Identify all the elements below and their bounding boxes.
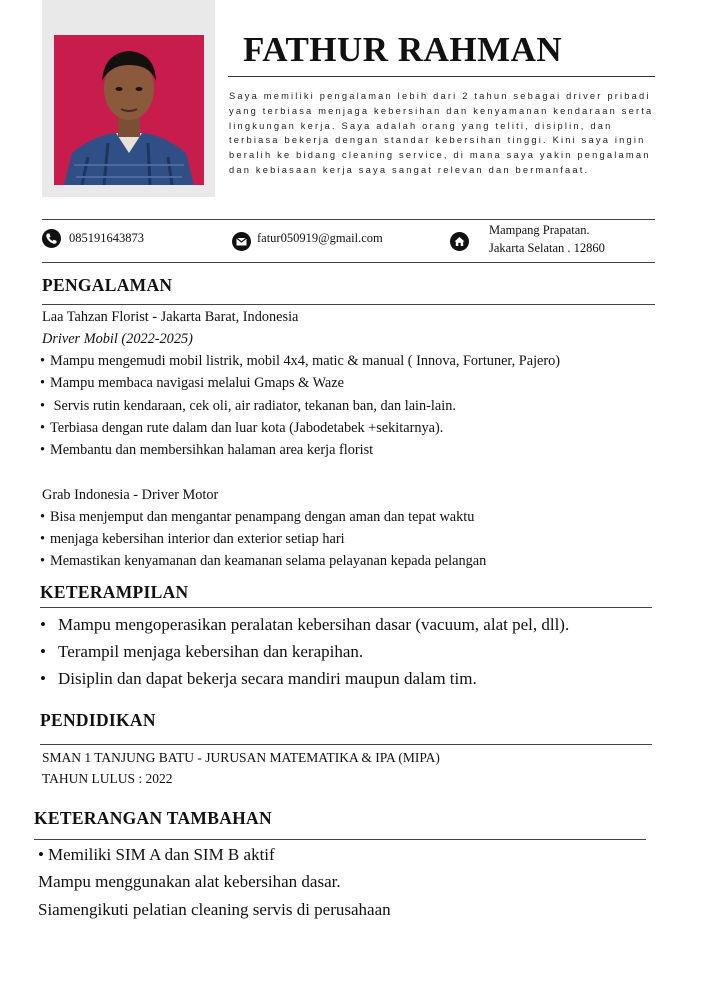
skill-item: • Mampu mengoperasikan peralatan kebersihan dasar (vacuum, alat pel, dll). — [40, 615, 570, 634]
additional-heading: KETERANGAN TAMBAHAN — [34, 808, 272, 828]
skills-heading: KETERAMPILAN — [40, 582, 189, 602]
job1-company: Laa Tahzan Florist - Jakarta Barat, Indonesia — [42, 309, 299, 325]
home-icon — [450, 232, 469, 251]
education-divider — [40, 744, 652, 745]
education-school: SMAN 1 TANJUNG BATU - JURUSAN MATEMATIKA & IPA (MIPA) — [42, 750, 440, 765]
address-line-2: Jakarta Selatan . 12860 — [489, 241, 605, 255]
candidate-name: FATHUR RAHMAN — [243, 30, 563, 69]
skill-item: • Disiplin dan dapat bekerja secara mandiri maupun dalam tim. — [40, 669, 477, 688]
skills-divider — [40, 607, 652, 608]
job1-role: Driver Mobil (2022-2025) — [42, 331, 193, 347]
phone-number: 085191643873 — [69, 231, 144, 245]
additional-item: Siamengikuti pelatian cleaning servis di perusahaan — [38, 900, 391, 919]
contact-bottom-divider — [42, 262, 655, 263]
job1-bullet: • Servis rutin kendaraan, cek oli, air radiator, tekanan ban, dan lain-lain. — [40, 398, 456, 414]
additional-divider — [34, 839, 646, 840]
profile-photo-illustration — [54, 35, 204, 185]
profile-summary: Saya memiliki pengalaman lebih dari 2 tahun sebagai driver pribadi yang terbiasa menjaga kebersihan dan kenyamanan kendaraan serta lingkungan kerja. Saya adalah orang yang teliti, disiplin, dan terbiasa bekerja dengan standar kebersihan tinggi. Kini saya ingin beralih ke bidang cleaning service, di mana saya yakin pengalaman dan kebiasaan kerja saya sangat relevan dan bermanfaat. — [229, 91, 654, 175]
additional-item: • Memiliki SIM A dan SIM B aktif — [38, 845, 275, 864]
email-address: fatur050919@gmail.com — [257, 231, 383, 245]
phone-icon — [42, 229, 61, 248]
envelope-icon — [232, 232, 251, 251]
contact-top-divider — [42, 219, 655, 220]
profile-photo — [54, 35, 204, 185]
job1-bullet: • Terbiasa dengan rute dalam dan luar kota (Jabodetabek +sekitarnya). — [40, 420, 444, 436]
skill-item: • Terampil menjaga kebersihan dan kerapihan. — [40, 642, 364, 661]
address-line-1: Mampang Prapatan. — [489, 223, 590, 237]
job2-bullet: • menjaga kebersihan interior dan exterior setiap hari — [40, 531, 345, 547]
job1-bullet: • Mampu membaca navigasi melalui Gmaps & Waze — [40, 375, 344, 391]
education-graduation: TAHUN LULUS : 2022 — [42, 771, 173, 786]
name-divider — [228, 76, 655, 77]
job1-bullet: • Mampu mengemudi mobil listrik, mobil 4x4, matic & manual ( Innova, Fortuner, Pajero) — [40, 353, 561, 369]
job2-bullet: • Bisa menjemput dan mengantar penampang dengan aman dan tepat waktu — [40, 509, 475, 525]
job2-bullet: • Memastikan kenyamanan dan keamanan selama pelayanan kepada pelangan — [40, 553, 487, 569]
experience-divider — [42, 304, 655, 305]
experience-heading: PENGALAMAN — [42, 275, 173, 295]
education-heading: PENDIDIKAN — [40, 710, 156, 730]
job2-company: Grab Indonesia - Driver Motor — [42, 487, 219, 503]
job1-bullet: • Membantu dan membersihkan halaman area kerja florist — [40, 442, 374, 458]
additional-item: Mampu menggunakan alat kebersihan dasar. — [38, 872, 341, 891]
